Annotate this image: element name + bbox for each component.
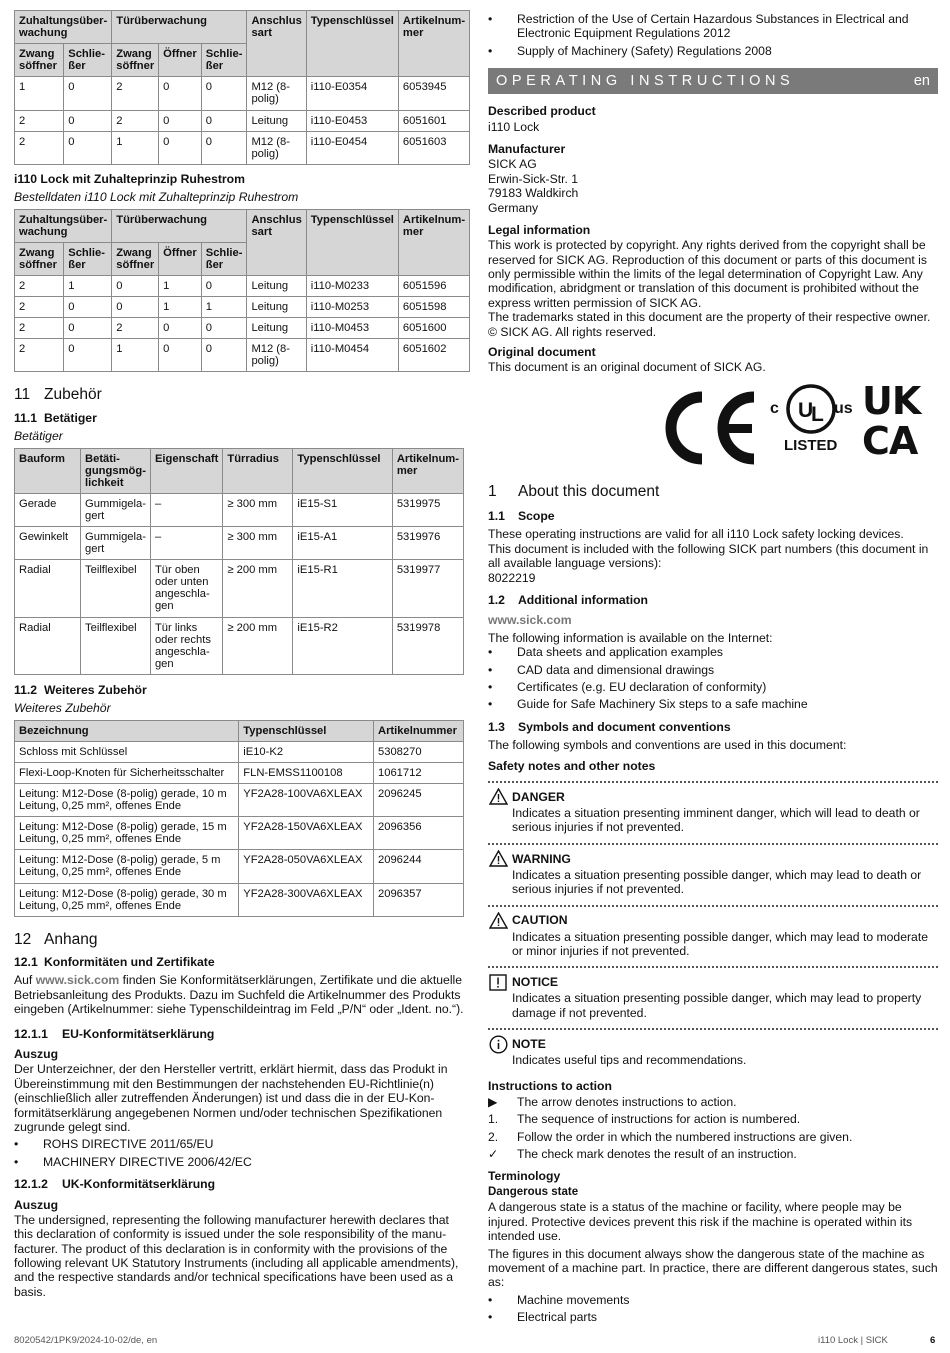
- table-caption-zubehoer: Weiteres Zubehör: [14, 701, 111, 716]
- table-row: [15, 77, 470, 110]
- heading-12-1: [14, 955, 464, 969]
- item-text: The arrow denotes instructions to action.: [517, 1094, 737, 1109]
- cell: M12 (8-polig): [247, 339, 306, 372]
- cell: 6051600: [398, 318, 469, 339]
- list-item: • Supply of Machinery (Safety) Regulations 2008: [488, 44, 938, 58]
- cell: i110-E0453: [306, 110, 398, 131]
- certification-logos: [488, 378, 938, 465]
- original-document-label: Original document: [488, 345, 596, 360]
- ul-listed-text: LISTED: [784, 436, 838, 454]
- cell: 2: [15, 339, 64, 372]
- cell: 1: [159, 276, 202, 297]
- cell: Radial: [15, 617, 81, 674]
- heading-text: About this document: [518, 482, 660, 500]
- cell: i110-M0453: [306, 318, 398, 339]
- table-row: [15, 741, 464, 762]
- note-text: Indicates a situation presenting possible danger, which may lead to death or serious injuries if not prevented.: [512, 867, 922, 897]
- cell: i110-M0253: [306, 297, 398, 318]
- text: Auf: [14, 973, 36, 988]
- cell: 0: [64, 77, 112, 110]
- header-betaetigung: Betätigungsmöglichkeit: [81, 448, 151, 493]
- header-tuerueberwachung: Türüberwachung: [112, 11, 247, 44]
- cell: Leitung: [247, 276, 306, 297]
- heading-11-1: [14, 411, 464, 425]
- heading-number: 12.1: [14, 955, 38, 970]
- cell: iE15-S1: [293, 493, 392, 526]
- cell: 0: [159, 339, 202, 372]
- operating-instructions-bar: [488, 68, 938, 94]
- cell: Gerade: [15, 493, 81, 526]
- table-row: [15, 762, 464, 783]
- ul-listed-mark: [768, 383, 854, 463]
- subheader: Schließer: [201, 242, 247, 275]
- heading-text: Betätiger: [44, 410, 97, 425]
- cell: 5319975: [392, 493, 463, 526]
- ukca-mark: [862, 378, 938, 465]
- subheader: Zwang söffner: [112, 242, 159, 275]
- conformity-paragraph: [14, 973, 464, 1016]
- table-row: [15, 850, 464, 883]
- cell: 0: [112, 276, 159, 297]
- cell: 2: [15, 318, 64, 339]
- cell: 5319978: [392, 617, 463, 674]
- header-tuerueberwachung: Türüberwachung: [112, 209, 247, 242]
- cell: ≥ 300 mm: [223, 527, 293, 560]
- cell: 6051603: [398, 131, 469, 164]
- manufacturer-address: [488, 157, 938, 215]
- sick-link[interactable]: www.sick.com: [35, 973, 120, 988]
- cell: 1: [64, 276, 112, 297]
- excerpt-label: Auszug: [14, 1046, 59, 1061]
- table-row: [15, 276, 470, 297]
- table-row: [15, 560, 464, 617]
- safety-notes-label: Safety notes and other notes: [488, 758, 656, 773]
- cell: iE15-R1: [293, 560, 392, 617]
- table-caption-betaetiger: Betätiger: [14, 429, 63, 444]
- right-column: [488, 10, 938, 1328]
- table-row: [15, 883, 464, 916]
- directive-list: [14, 1137, 464, 1169]
- order-table-arbeitsstrom: [14, 10, 470, 165]
- cell: 0: [201, 131, 247, 164]
- item-number: 2.: [488, 1129, 499, 1144]
- cell: 6053945: [398, 77, 469, 110]
- note-title: WARNING: [512, 851, 571, 866]
- heading-1: [488, 483, 938, 501]
- heading-text: Anhang: [44, 930, 98, 948]
- header-typenschluessel: Typenschlüssel: [306, 11, 398, 77]
- ul-c-text: c: [770, 399, 779, 417]
- cell: 0: [64, 318, 112, 339]
- eu-declaration-text: Der Unterzeichner, der den Hersteller vertritt, erklärt hiermit, dass das Produkt in Übereinstimmung mit den Bestimmungen der nachstehenden EU-Richtlinie(n) (einschließlich aller zutreffenden Änderungen) ist und dass die in der EU-Konformitätserklärung angegebenen Normen und/oder technischen Spezifikationen zugrunde gelegt sind.: [14, 1062, 448, 1134]
- cell: i110-M0233: [306, 276, 398, 297]
- cell: M12 (8-polig): [247, 131, 306, 164]
- cell: –: [150, 493, 222, 526]
- note-text: Indicates a situation presenting imminent danger, which will lead to death or serious injuries if not prevented.: [512, 805, 920, 835]
- cell: i110-E0454: [306, 131, 398, 164]
- list-item: • MACHINERY DIRECTIVE 2006/42/EC: [14, 1155, 464, 1169]
- arrow-icon: ▶: [488, 1094, 498, 1109]
- order-table-ruhestrom: [14, 209, 470, 373]
- uk-declaration-text: The undersigned, representing the following manufacturer herewith declares that this declaration of conformity is issued under the sole responsibility of the manufacturer. The product of this declaration is in conformity with the provisions of the following relevant UK Statutory Instruments (including all applicable amendments), and the respective standards and/or technical specifications have been used as a basis.: [14, 1212, 459, 1299]
- cell: 0: [159, 110, 202, 131]
- cell: 2096357: [374, 883, 464, 916]
- cell: 6051602: [398, 339, 469, 372]
- note-notice: [488, 966, 938, 1020]
- cell: Leitung: M12-Dose (8-polig) gerade, 5 m Leitung, 0,25 mm², offenes Ende: [15, 850, 239, 883]
- cell: 0: [64, 297, 112, 318]
- cell: iE15-A1: [293, 527, 392, 560]
- sick-website-link[interactable]: www.sick.com: [488, 613, 572, 628]
- note-danger: [488, 781, 938, 835]
- note-title: DANGER: [512, 789, 565, 804]
- table-row: [15, 527, 464, 560]
- item-text: The sequence of instructions for action is numbered.: [517, 1112, 801, 1127]
- cell: 1: [15, 77, 64, 110]
- instructions-list: [488, 1095, 938, 1162]
- list-item: • Certificates (e.g. EU declaration of conformity): [488, 680, 938, 694]
- cell: 6051596: [398, 276, 469, 297]
- text: finden Sie Konformitätserklärungen, Zertifikate und die aktuelle Betriebsanleitung des Produkts. Dazu im Suchfeld die Artikelnummer des Produkts eingeben (Artikelnummer: siehe Typenschildeintrag im Feld „P/N“ oder „Ident. no.“).: [14, 973, 464, 1017]
- heading-number: 12.1.1: [14, 1026, 48, 1041]
- note-title: CAUTION: [512, 913, 568, 928]
- cell: Tür oben oder unten angeschlagen: [150, 560, 222, 617]
- internet-info-list: [488, 645, 938, 712]
- cell: 2: [112, 77, 159, 110]
- cell: 0: [201, 110, 247, 131]
- note-head: [488, 788, 938, 806]
- cell: 1061712: [374, 762, 464, 783]
- cell: 2096245: [374, 784, 464, 817]
- cell: 6051601: [398, 110, 469, 131]
- cell: 1: [201, 297, 247, 318]
- heading-number: 11.1: [14, 410, 38, 425]
- cell: Leitung: [247, 318, 306, 339]
- accessories-table: [14, 720, 464, 917]
- cell: Gummigelagert: [81, 527, 151, 560]
- heading-number: 12: [14, 930, 32, 948]
- note-caution: [488, 905, 938, 959]
- cell: Leitung: M12-Dose (8-polig) gerade, 30 m Leitung, 0,25 mm², offenes Ende: [15, 883, 239, 916]
- heading-12: [14, 931, 464, 949]
- header-anschluss: Anschlus sart: [247, 11, 306, 77]
- note-head: [488, 912, 938, 930]
- header-typenschluessel: Typenschlüssel: [239, 720, 374, 741]
- list-item: [488, 1095, 938, 1109]
- bar-title: OPERATING INSTRUCTIONS: [496, 72, 795, 89]
- exclamation-box-icon: [488, 973, 508, 991]
- table-row: [15, 297, 470, 318]
- language-code: en: [913, 72, 930, 89]
- cell: Leitung: M12-Dose (8-polig) gerade, 10 m Leitung, 0,25 mm², offenes Ende: [15, 784, 239, 817]
- dangerous-state-figures-text: The figures in this document always show the dangerous state of the machine as movement of a machine part. In practice, there are different dangerous states, such as:: [488, 1246, 938, 1290]
- note-title: NOTICE: [512, 975, 559, 990]
- cell: iE15-R2: [293, 617, 392, 674]
- instructions-label: Instructions to action: [488, 1079, 612, 1094]
- note-title: NOTE: [512, 1036, 546, 1051]
- header-typenschluessel: Typenschlüssel: [306, 209, 398, 275]
- cell: FLN-EMSS1100108: [239, 762, 374, 783]
- cell: 5319977: [392, 560, 463, 617]
- heading-text: UK-Konformitätserklärung: [62, 1177, 216, 1192]
- trademark-text: The trademarks stated in this document are the property of their respective owner.: [488, 310, 931, 325]
- left-column: [14, 10, 464, 1302]
- note-text: Indicates a situation presenting possible danger, which may lead to moderate or minor injuries if not prevented.: [512, 929, 928, 958]
- heading-number: 1.3: [488, 719, 505, 734]
- header-eigenschaft: Eigenschaft: [150, 448, 222, 493]
- cell: iE10-K2: [239, 741, 374, 762]
- list-item: • Guide for Safe Machinery Six steps to a safe machine: [488, 697, 938, 711]
- manufacturer-label: Manufacturer: [488, 141, 566, 156]
- ukca-line-1: UK: [862, 378, 921, 423]
- list-item: • Machine movements: [488, 1293, 938, 1307]
- note-head: [488, 973, 938, 991]
- cell: 0: [159, 77, 202, 110]
- cell: 0: [64, 339, 112, 372]
- subheader: Öffner: [159, 44, 202, 77]
- cell: YF2A28-150VA6XLEAX: [239, 817, 374, 850]
- subheader: Schließer: [64, 242, 112, 275]
- cell: 2: [112, 110, 159, 131]
- cell: M12 (8-polig): [247, 77, 306, 110]
- legal-text: This work is protected by copyright. Any rights derived from the copyright shall be reserved for SICK AG. Reproduction of this document or parts of this document is only permissible within the limits of the legal determination of Copyright Law. Any modification, abridgment or translation of this document is prohibited without the express written permission of SICK AG.: [488, 238, 927, 310]
- copyright-text: © SICK AG. All rights reserved.: [488, 324, 657, 339]
- cell: Leitung: [247, 297, 306, 318]
- part-number: 8022219: [488, 570, 536, 585]
- address-line: SICK AG: [488, 157, 537, 172]
- heading-number: 1.2: [488, 593, 505, 608]
- heading-11: [14, 386, 464, 404]
- footer-doc-number: 8020542/1PK9/2024-10-02/de, en: [14, 1335, 158, 1346]
- heading-number: 1: [488, 482, 497, 500]
- cell: YF2A28-300VA6XLEAX: [239, 883, 374, 916]
- cell: i110-E0354: [306, 77, 398, 110]
- note-head: [488, 850, 938, 868]
- list-item: • CAD data and dimensional drawings: [488, 663, 938, 677]
- ce-mark-icon: [662, 389, 760, 467]
- table-row: [15, 110, 470, 131]
- cell: 0: [112, 297, 159, 318]
- cell: 0: [64, 131, 112, 164]
- cell: Gummigelagert: [81, 493, 151, 526]
- heading-1-2: [488, 593, 938, 607]
- table-caption-ruhestrom: Bestelldaten i110 Lock mit Zuhalteprinzip Ruhestrom: [14, 190, 299, 205]
- heading-1-3: [488, 720, 938, 734]
- dangerous-states-list: [488, 1293, 938, 1325]
- scope-parts-text: This document is included with the following SICK part numbers (this document in all available language versions):: [488, 541, 929, 571]
- table-row: [15, 339, 470, 372]
- list-item: [488, 1130, 938, 1144]
- cell: ≥ 200 mm: [223, 617, 293, 674]
- cell: 5308270: [374, 741, 464, 762]
- dangerous-state-text: A dangerous state is a status of the machine or facility, where people may be injured. Protective devices prevent this risk if the machine is operated within its intended use.: [488, 1200, 913, 1244]
- heading-number: 1.1: [488, 509, 505, 524]
- heading-text: Symbols and document conventions: [518, 719, 731, 734]
- section-title-ruhestrom: i110 Lock mit Zuhalteprinzip Ruhestrom: [14, 171, 245, 186]
- cell: 2096356: [374, 817, 464, 850]
- header-artikelnummer: Artikelnummer: [374, 720, 464, 741]
- scope-text: These operating instructions are valid for all i110 Lock safety locking devices.: [488, 527, 904, 542]
- warning-triangle-icon: [488, 788, 508, 806]
- ukca-line-2: CA: [862, 418, 918, 463]
- note-warning: [488, 843, 938, 897]
- cell: 2: [112, 318, 159, 339]
- table-row: [15, 617, 464, 674]
- page-number: 6: [930, 1335, 936, 1346]
- table-row: [15, 318, 470, 339]
- address-line: Erwin-Sick-Str. 1: [488, 171, 579, 186]
- warning-triangle-icon: [488, 850, 508, 868]
- cell: 0: [201, 77, 247, 110]
- excerpt-label: Auszug: [14, 1197, 59, 1212]
- header-bauform: Bauform: [15, 448, 81, 493]
- header-zuhaltung: Zuhaltungsüberwachung: [15, 209, 112, 242]
- address-line: 79183 Waldkirch: [488, 186, 579, 201]
- footer-product: i110 Lock | SICK: [818, 1335, 888, 1346]
- svg-text:L: L: [811, 402, 824, 426]
- cell: 2: [15, 131, 64, 164]
- list-item: • Electrical parts: [488, 1310, 938, 1324]
- list-item: • Restriction of the Use of Certain Hazardous Substances in Electrical and Electronic Equipment Regulations 2012: [488, 12, 938, 41]
- header-artikelnummer: Artikelnummer: [398, 11, 469, 77]
- cell: Tür links oder rechts angeschlagen: [150, 617, 222, 674]
- header-artikelnummer: Artikelnummer: [398, 209, 469, 275]
- legal-label: Legal information: [488, 222, 591, 237]
- header-artikelnummer: Artikelnummer: [392, 448, 463, 493]
- cell: 2096244: [374, 850, 464, 883]
- heading-text: Zubehör: [44, 386, 102, 404]
- cell: 6051598: [398, 297, 469, 318]
- cell: 0: [64, 110, 112, 131]
- described-product-value: i110 Lock: [488, 119, 540, 134]
- note-text: Indicates useful tips and recommendations.: [512, 1053, 747, 1068]
- header-typenschluessel: Typenschlüssel: [293, 448, 392, 493]
- cell: Leitung: M12-Dose (8-polig) gerade, 15 m Leitung, 0,25 mm², offenes Ende: [15, 817, 239, 850]
- heading-number: 12.1.2: [14, 1177, 48, 1192]
- cell: YF2A28-050VA6XLEAX: [239, 850, 374, 883]
- item-text: Follow the order in which the numbered instructions are given.: [517, 1129, 853, 1144]
- address-line: Germany: [488, 200, 539, 215]
- subheader: Zwang söffner: [112, 44, 159, 77]
- svg-text:U: U: [798, 398, 814, 422]
- header-anschluss: Anschlus sart: [247, 209, 306, 275]
- heading-1-1: [488, 509, 938, 523]
- info-circle-icon: [488, 1035, 508, 1053]
- uk-regulations-list: [488, 12, 938, 58]
- terminology-label: Terminology: [488, 1169, 561, 1184]
- cell: Teilflexibel: [81, 560, 151, 617]
- cell: 1: [112, 339, 159, 372]
- item-text: The check mark denotes the result of an instruction.: [517, 1147, 797, 1162]
- cell: 2: [15, 276, 64, 297]
- heading-12-1-1: [14, 1027, 464, 1041]
- original-document-text: This document is an original document of SICK AG.: [488, 360, 766, 375]
- additional-info-text: The following information is available on the Internet:: [488, 630, 773, 645]
- ul-us-text: us: [834, 399, 853, 417]
- cell: 2: [15, 110, 64, 131]
- note-note: [488, 1028, 938, 1067]
- cell: 0: [201, 339, 247, 372]
- ul-circle-icon: [785, 383, 837, 435]
- cell: ≥ 200 mm: [223, 560, 293, 617]
- subheader: Zwang söffner: [15, 44, 64, 77]
- symbols-text: The following symbols and conventions are used in this document:: [488, 738, 847, 753]
- cell: Radial: [15, 560, 81, 617]
- list-item: • Data sheets and application examples: [488, 645, 938, 659]
- table-row: [15, 784, 464, 817]
- cell: Leitung: [247, 110, 306, 131]
- cell: 2: [15, 297, 64, 318]
- heading-text: EU-Konformitätserklärung: [62, 1026, 215, 1041]
- cell: Gewinkelt: [15, 527, 81, 560]
- cell: 0: [159, 318, 202, 339]
- header-tuerradius: Türradius: [223, 448, 293, 493]
- cell: YF2A28-100VA6XLEAX: [239, 784, 374, 817]
- subheader: Schließer: [64, 44, 112, 77]
- cell: 5319976: [392, 527, 463, 560]
- checkmark-icon: ✓: [488, 1147, 499, 1162]
- heading-number: 11: [14, 386, 31, 404]
- list-item: [488, 1147, 938, 1161]
- cell: 0: [159, 131, 202, 164]
- table-row: [15, 493, 464, 526]
- header-bezeichnung: Bezeichnung: [15, 720, 239, 741]
- cell: –: [150, 527, 222, 560]
- item-number: 1.: [488, 1112, 499, 1127]
- cell: 1: [159, 297, 202, 318]
- heading-12-1-2: [14, 1177, 464, 1191]
- heading-text: Additional information: [518, 593, 648, 608]
- heading-text: Scope: [518, 509, 555, 524]
- cell: i110-M0454: [306, 339, 398, 372]
- cell: 0: [201, 276, 247, 297]
- subheader: Schließer: [201, 44, 247, 77]
- cell: 1: [112, 131, 159, 164]
- cell: Schloss mit Schlüssel: [15, 741, 239, 762]
- actuator-table: [14, 448, 464, 675]
- described-product-label: Described product: [488, 104, 596, 119]
- list-item: • ROHS DIRECTIVE 2011/65/EU: [14, 1137, 464, 1151]
- heading-text: Weiteres Zubehör: [44, 682, 147, 697]
- table-row: [15, 131, 470, 164]
- note-text: Indicates a situation presenting possible danger, which may lead to property damage if not prevented.: [512, 991, 922, 1020]
- warning-triangle-icon: [488, 912, 508, 930]
- heading-text: Konformitäten und Zertifikate: [44, 955, 215, 970]
- note-head: [488, 1035, 938, 1053]
- subheader: Zwang söffner: [15, 242, 64, 275]
- cell: 0: [201, 318, 247, 339]
- list-item: [488, 1112, 938, 1126]
- table-row: [15, 817, 464, 850]
- cell: Flexi-Loop-Knoten für Sicherheitsschalter: [15, 762, 239, 783]
- header-zuhaltung: Zuhaltungsüberwachung: [15, 11, 112, 44]
- dangerous-state-label: Dangerous state: [488, 1185, 579, 1198]
- heading-11-2: [14, 683, 464, 697]
- subheader: Öffner: [159, 242, 202, 275]
- heading-number: 11.2: [14, 682, 38, 697]
- cell: ≥ 300 mm: [223, 493, 293, 526]
- cell: Teilflexibel: [81, 617, 151, 674]
